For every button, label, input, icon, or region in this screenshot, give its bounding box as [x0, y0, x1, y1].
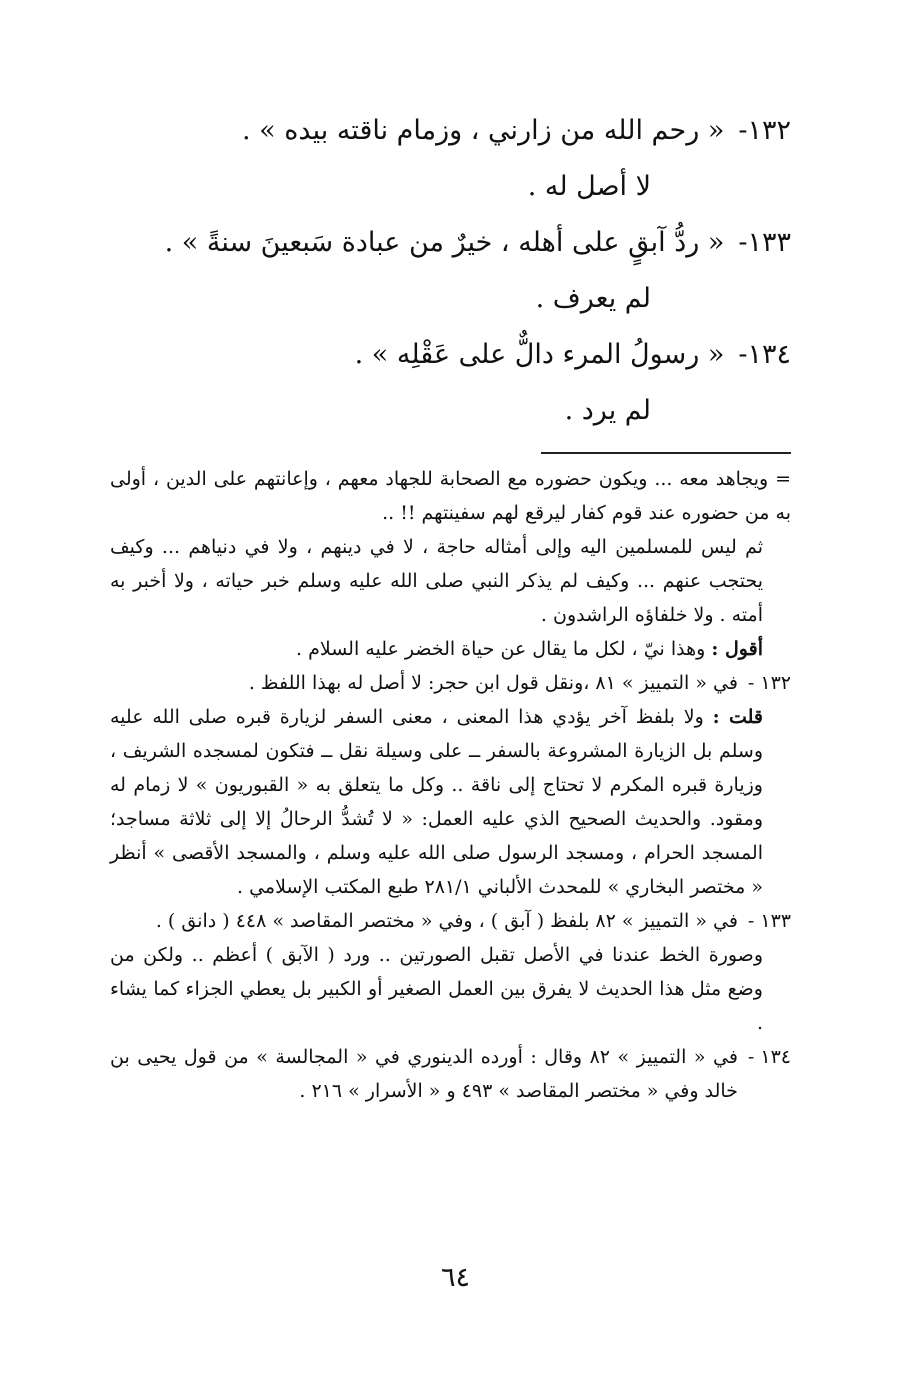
- hadith-text: « ردُّ آبقٍ على أهله ، خيرٌ من عبادة سَبعينَ سنةً » .: [164, 227, 725, 258]
- footnote-133: [110, 904, 791, 938]
- remark-text: وهذا نيّ ، لكل ما يقال عن حياة الخضر عليه السلام .: [296, 638, 706, 660]
- footnote-number: ١٣٣ -: [747, 910, 791, 932]
- footnote-comment: [110, 700, 791, 904]
- comment-lead: قلت :: [712, 706, 763, 728]
- footnote-continuation: = ويجاهد معه ... ويكون حضوره مع الصحابة للجهاد معهم ، وإعانتهم على الدين ، أولى به من حضوره عند قوم كفار ليرقع لهم سفينتهم !! ..: [110, 468, 791, 524]
- hadith-text: « رسولُ المرء دالٌّ على عَقْلِه » .: [354, 339, 725, 370]
- hadith-verdict: لا أصل له .: [527, 171, 651, 202]
- hadith-text: « رحم الله من زارني ، وزمام ناقته بيده » .: [242, 115, 725, 146]
- footnote-text: في « التمييز » ٨٢ وقال : أورده الدينوري في « المجالسة » من قول يحيى بن خالد وفي « مختصر المقاصد » ٤٩٣ و « الأسرار » ٢١٦ .: [110, 1046, 738, 1102]
- hadith-number: ١٣٢-: [738, 115, 791, 146]
- footnote-continuation: ثم ليس للمسلمين اليه وإلى أمثاله حاجة ، لا في دينهم ، ولا في دنياهم ... وكيف يحتجب عنهم ... وكيف لم يذكر النبي صلى الله عليه وسلم خبر حياته ، ولا أخبر به أمته . ولا خلفاؤه الراشدون .: [110, 536, 763, 626]
- hadith-number: ١٣٣-: [738, 227, 791, 258]
- footnotes: [110, 462, 791, 1108]
- hadith-entry-134: [191, 336, 791, 430]
- footnote-text: في « التمييز » ٨٢ بلفظ ( آبق ) ، وفي « مختصر المقاصد » ٤٤٨ ( دانق ) .: [155, 910, 738, 932]
- footnote-132: [110, 666, 791, 700]
- footnote-comment: وصورة الخط عندنا في الأصل تقبل الصورتين .. ورد ( الآبق ) أعظم .. ولكن من وضع مثل هذا الحديث لا يفرق بين العمل الصغير أو الكبير بل يعطي الجزاء كما يشاء .: [110, 944, 763, 1034]
- hadith-entry-132: [191, 112, 791, 206]
- hadith-number: ١٣٤-: [738, 339, 791, 370]
- comment-text: ولا بلفظ آخر يؤدي هذا المعنى ، معنى السفر لزيارة قبره صلى الله عليه وسلم بل الزيارة المشروعة بالسفر ــ على وسيلة نقل ــ فتكون لمسجده الشريف ، وزيارة قبره المكرم لا تحتاج إلى ناقة .. وكل ما يتعلق به « القبوريون » لا زمام له ومقود. والحديث الصحيح الذي عليه العمل: « لا تُشدُّ الرحالُ إلا إلى ثلاثة مساجد؛ المسجد الحرام ، ومسجد الرسول صلى الله عليه وسلم ، والمسجد الأقصى » أنظر « مختصر البخاري » للمحدث الألباني ٢٨١/١ طبع المكتب الإسلامي .: [110, 706, 763, 898]
- page-number: ٦٤: [440, 1262, 470, 1293]
- hadith-line: [164, 224, 791, 262]
- remark-lead: أقول :: [711, 638, 763, 660]
- hadith-line: [191, 336, 791, 374]
- footnote-remark: [110, 632, 791, 666]
- hadith-entry-133: [164, 224, 791, 318]
- hadith-verdict: لم يرد .: [564, 395, 651, 426]
- hadith-verdict: لم يعرف .: [535, 283, 651, 314]
- footnote-separator: [541, 452, 791, 454]
- hadith-line: [191, 112, 791, 150]
- footnote-134: [110, 1040, 791, 1108]
- footnote-number: ١٣٢ -: [747, 672, 791, 694]
- footnote-number: ١٣٤ -: [747, 1046, 791, 1068]
- footnote-text: في « التمييز » ٨١ ،ونقل قول ابن حجر: لا أصل له بهذا اللفظ .: [248, 672, 738, 694]
